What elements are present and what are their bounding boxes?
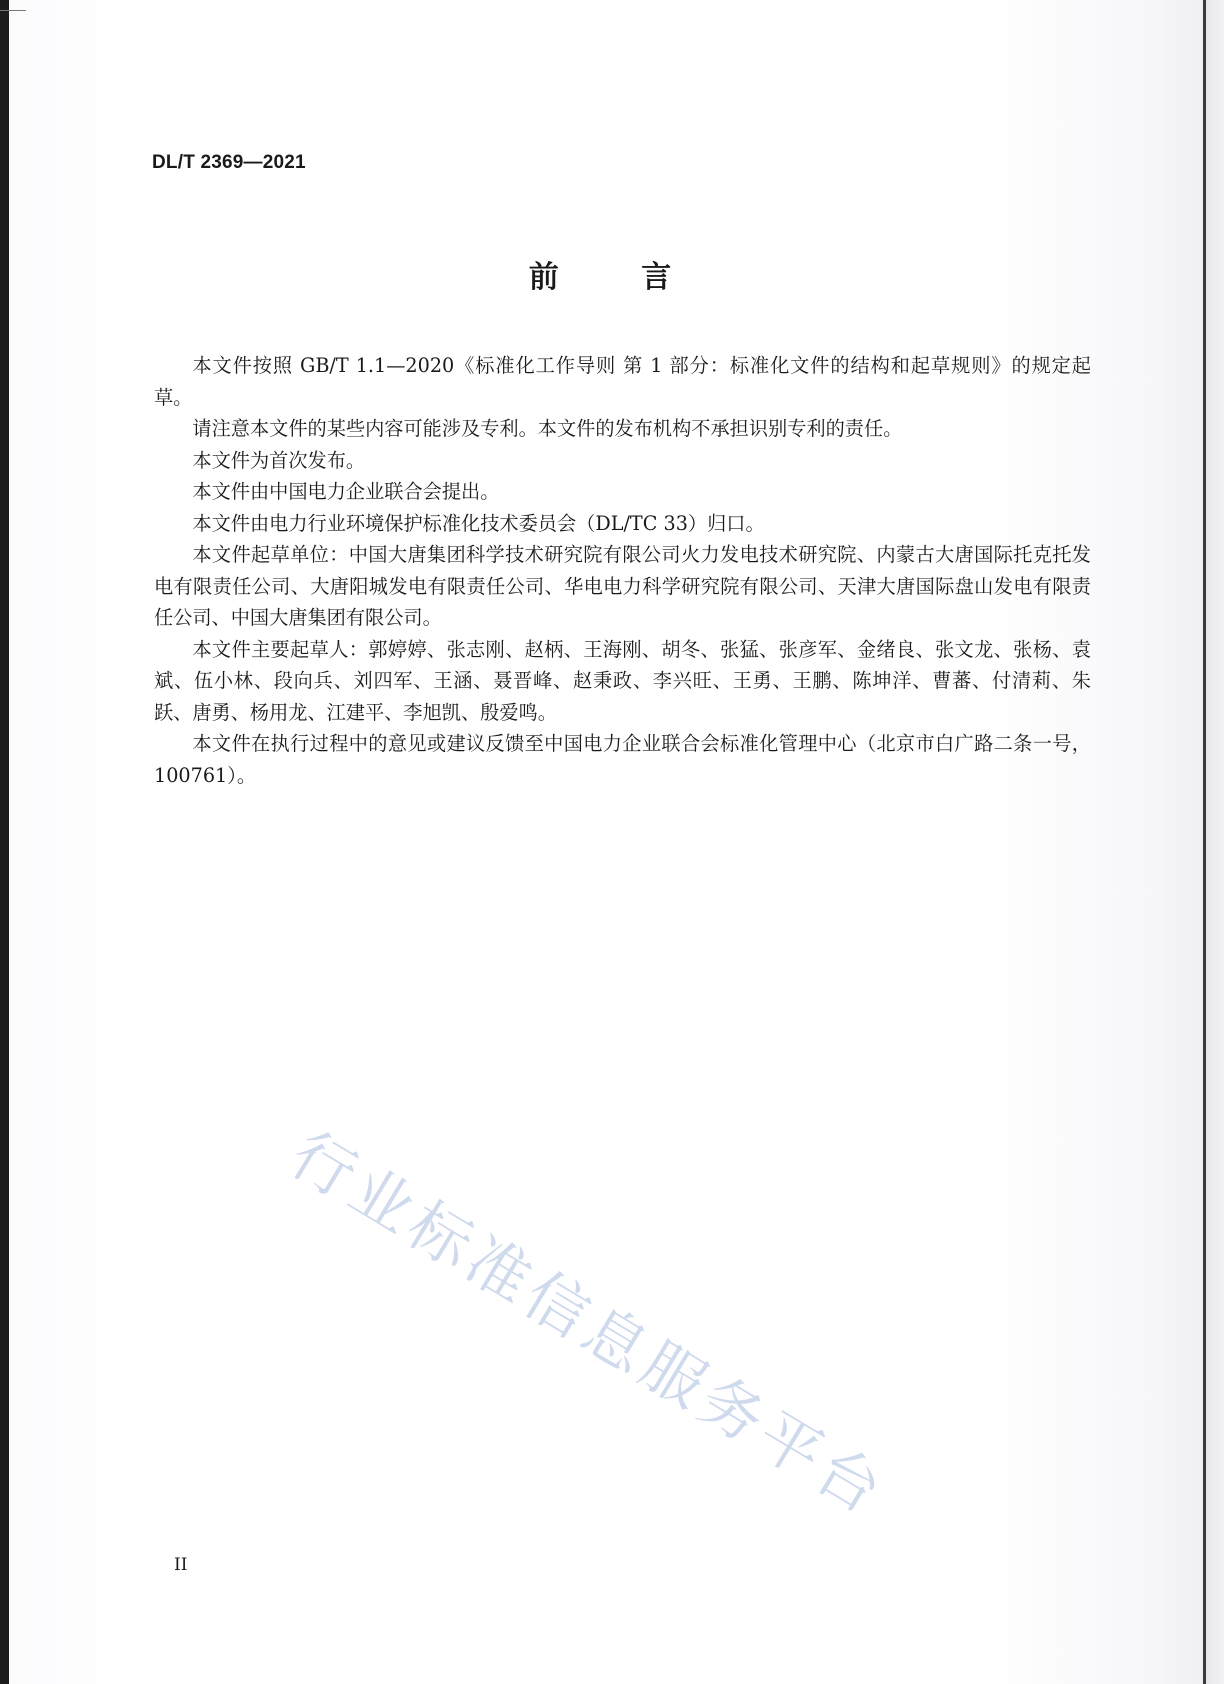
page-title: 前 言 [528,260,708,295]
document-code: DL/T 2369—2021 [152,152,306,173]
paragraph-proposed-by: 本文件由中国电力企业联合会提出。 [192,480,500,503]
paragraph-centralized-by: 本文件由电力行业环境保护标准化技术委员会（DL/TC 33）归口。 [192,511,765,535]
scan-corner-mark [0,0,26,11]
paragraph-drafters: 本文件主要起草人：郭婷婷、张志刚、赵柄、王海刚、胡冬、张猛、张彦军、金绪良、张文龙、张杨、袁斌、伍小林、段向兵、刘四军、王涵、聂晋峰、赵秉政、李兴旺、王勇、王鹏、陈坤洋、曹蕃、付清莉、朱跃、唐勇、杨用龙、江建平、李旭凯、殷爱鸣。 [154,637,1091,724]
paragraph-first-release: 本文件为首次发布。 [192,448,366,472]
paragraph-drafting-rules: 本文件按照 GB/T 1.1—2020《标准化工作导则 第 1 部分：标准化文件的结构和起草规则》的规定起草。 [154,354,1091,409]
page-number: II [174,1555,188,1575]
paragraph-patent-notice: 请注意本文件的某些内容可能涉及专利。本文件的发布机构不承担识别专利的责任。 [192,417,903,440]
paragraph-feedback: 本文件在执行过程中的意见或建议反馈至中国电力企业联合会标准化管理中心（北京市白广路二条一号，100761）。 [154,732,1091,787]
foreword-body [154,350,1091,791]
paragraph-drafting-units: 本文件起草单位：中国大唐集团科学技术研究院有限公司火力发电技术研究院、内蒙古大唐国际托克托发电有限责任公司、大唐阳城发电有限责任公司、华电电力科学研究院有限公司、天津大唐国际盘山发电有限责任公司、中国大唐集团有限公司。 [154,543,1091,629]
watermark-text: 行业标准信息服务平台 [278,1117,900,1531]
